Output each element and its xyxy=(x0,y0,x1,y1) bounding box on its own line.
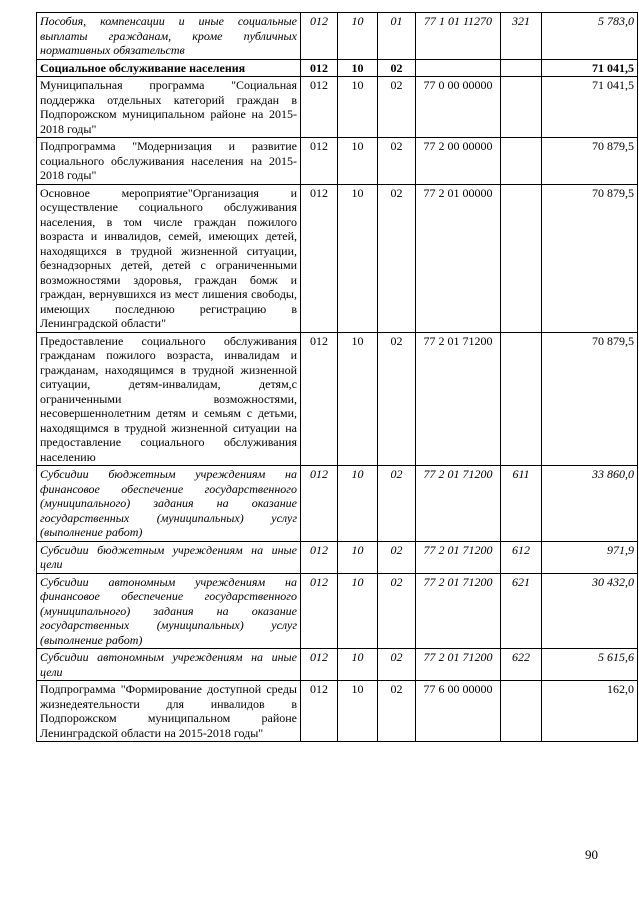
cell-target-article xyxy=(416,59,501,77)
cell-name: Субсидии автономным учреждениям на финансовое обеспечение государственного (муниципального) задания на оказание государственных (муниципальных) услуг (выполнение работ) xyxy=(37,573,301,649)
cell-subsection: 02 xyxy=(378,541,416,573)
cell-target-article: 77 2 01 71200 xyxy=(416,466,501,542)
cell-amount: 33 860,0 xyxy=(542,466,638,542)
cell-name: Субсидии бюджетным учреждениям на финансовое обеспечение государственного (муниципального) задания на оказание государственных (муниципальных) услуг (выполнение работ) xyxy=(37,466,301,542)
page-number: 90 xyxy=(585,847,598,862)
cell-name: Социальное обслуживание населения xyxy=(37,59,301,77)
cell-expense-type: 321 xyxy=(501,13,542,60)
cell-grbs: 012 xyxy=(301,184,338,332)
budget-table-page xyxy=(36,12,637,742)
cell-subsection: 02 xyxy=(378,681,416,742)
cell-subsection: 02 xyxy=(378,332,416,466)
cell-grbs: 012 xyxy=(301,138,338,185)
cell-target-article: 77 2 01 71200 xyxy=(416,649,501,681)
cell-expense-type xyxy=(501,184,542,332)
cell-grbs: 012 xyxy=(301,681,338,742)
cell-grbs: 012 xyxy=(301,649,338,681)
table-row xyxy=(37,466,638,542)
table-row xyxy=(37,541,638,573)
cell-expense-type xyxy=(501,77,542,138)
cell-grbs: 012 xyxy=(301,466,338,542)
cell-grbs: 012 xyxy=(301,541,338,573)
cell-grbs: 012 xyxy=(301,332,338,466)
cell-grbs: 012 xyxy=(301,59,338,77)
cell-amount: 971,9 xyxy=(542,541,638,573)
cell-name: Подпрограмма "Формирование доступной среды жизнедеятельности для инвалидов в Подпорожском муниципальном районе Ленинградской области на 2015-2018 годы" xyxy=(37,681,301,742)
table-row xyxy=(37,573,638,649)
cell-grbs: 012 xyxy=(301,573,338,649)
cell-subsection: 01 xyxy=(378,13,416,60)
cell-amount: 162,0 xyxy=(542,681,638,742)
cell-amount: 5 615,6 xyxy=(542,649,638,681)
cell-subsection: 02 xyxy=(378,138,416,185)
table-row xyxy=(37,681,638,742)
cell-section: 10 xyxy=(338,681,378,742)
cell-expense-type xyxy=(501,332,542,466)
cell-section: 10 xyxy=(338,184,378,332)
cell-grbs: 012 xyxy=(301,77,338,138)
cell-amount: 70 879,5 xyxy=(542,184,638,332)
cell-subsection: 02 xyxy=(378,184,416,332)
cell-section: 10 xyxy=(338,138,378,185)
cell-section: 10 xyxy=(338,59,378,77)
cell-expense-type xyxy=(501,138,542,185)
table-row xyxy=(37,59,638,77)
cell-section: 10 xyxy=(338,466,378,542)
cell-grbs: 012 xyxy=(301,13,338,60)
cell-name: Субсидии бюджетным учреждениям на иные цели xyxy=(37,541,301,573)
cell-section: 10 xyxy=(338,77,378,138)
cell-name: Субсидии автономным учреждениям на иные цели xyxy=(37,649,301,681)
cell-expense-type: 621 xyxy=(501,573,542,649)
cell-target-article: 77 2 00 00000 xyxy=(416,138,501,185)
cell-name: Основное мероприятие"Организация и осуществление социального обслуживания населения, в том числе граждан пожилого возраста и инвалидов, семей, имеющих детей, находящихся в трудной жизненной ситуации, безнадзорных детей, детей с ограниченными возможностями здоровья, граждан бомж и граждан, вернувшихся из мест лишения свободы, имеющих последнюю регистрацию в Ленинградской области" xyxy=(37,184,301,332)
cell-name: Предоставление социального обслуживания гражданам пожилого возраста, инвалидам и гражданам, находящимся в трудной жизненной ситуации, детям-инвалидам, детям,с ограниченными возможностями, несовершеннолетним детям и семьям с детьми, находящимся в трудной жизненной ситуации на предоставление социального обслуживания населению xyxy=(37,332,301,466)
cell-target-article: 77 2 01 71200 xyxy=(416,332,501,466)
cell-target-article: 77 2 01 00000 xyxy=(416,184,501,332)
cell-target-article: 77 2 01 71200 xyxy=(416,573,501,649)
cell-target-article: 77 2 01 71200 xyxy=(416,541,501,573)
cell-expense-type xyxy=(501,681,542,742)
cell-section: 10 xyxy=(338,649,378,681)
cell-subsection: 02 xyxy=(378,573,416,649)
table-row xyxy=(37,184,638,332)
cell-expense-type: 612 xyxy=(501,541,542,573)
cell-subsection: 02 xyxy=(378,77,416,138)
table-body xyxy=(37,13,638,742)
cell-expense-type: 622 xyxy=(501,649,542,681)
cell-target-article: 77 1 01 11270 xyxy=(416,13,501,60)
cell-subsection: 02 xyxy=(378,59,416,77)
cell-amount: 71 041,5 xyxy=(542,59,638,77)
cell-amount: 5 783,0 xyxy=(542,13,638,60)
cell-section: 10 xyxy=(338,573,378,649)
cell-subsection: 02 xyxy=(378,649,416,681)
cell-target-article: 77 0 00 00000 xyxy=(416,77,501,138)
cell-amount: 70 879,5 xyxy=(542,332,638,466)
cell-expense-type xyxy=(501,59,542,77)
budget-table xyxy=(36,12,638,742)
cell-section: 10 xyxy=(338,13,378,60)
table-row xyxy=(37,138,638,185)
table-row xyxy=(37,13,638,60)
cell-target-article: 77 6 00 00000 xyxy=(416,681,501,742)
cell-name: Муниципальная программа "Социальная поддержка отдельных категорий граждан в Подпорожском муниципальном районе на 2015-2018 годы" xyxy=(37,77,301,138)
table-row xyxy=(37,332,638,466)
cell-name: Пособия, компенсации и иные социальные выплаты гражданам, кроме публичных нормативных обязательств xyxy=(37,13,301,60)
cell-expense-type: 611 xyxy=(501,466,542,542)
table-row xyxy=(37,649,638,681)
cell-amount: 30 432,0 xyxy=(542,573,638,649)
cell-subsection: 02 xyxy=(378,466,416,542)
cell-section: 10 xyxy=(338,541,378,573)
cell-section: 10 xyxy=(338,332,378,466)
cell-amount: 71 041,5 xyxy=(542,77,638,138)
cell-amount: 70 879,5 xyxy=(542,138,638,185)
table-row xyxy=(37,77,638,138)
cell-name: Подпрограмма "Модернизация и развитие социального обслуживания населения на 2015-2018 годы" xyxy=(37,138,301,185)
